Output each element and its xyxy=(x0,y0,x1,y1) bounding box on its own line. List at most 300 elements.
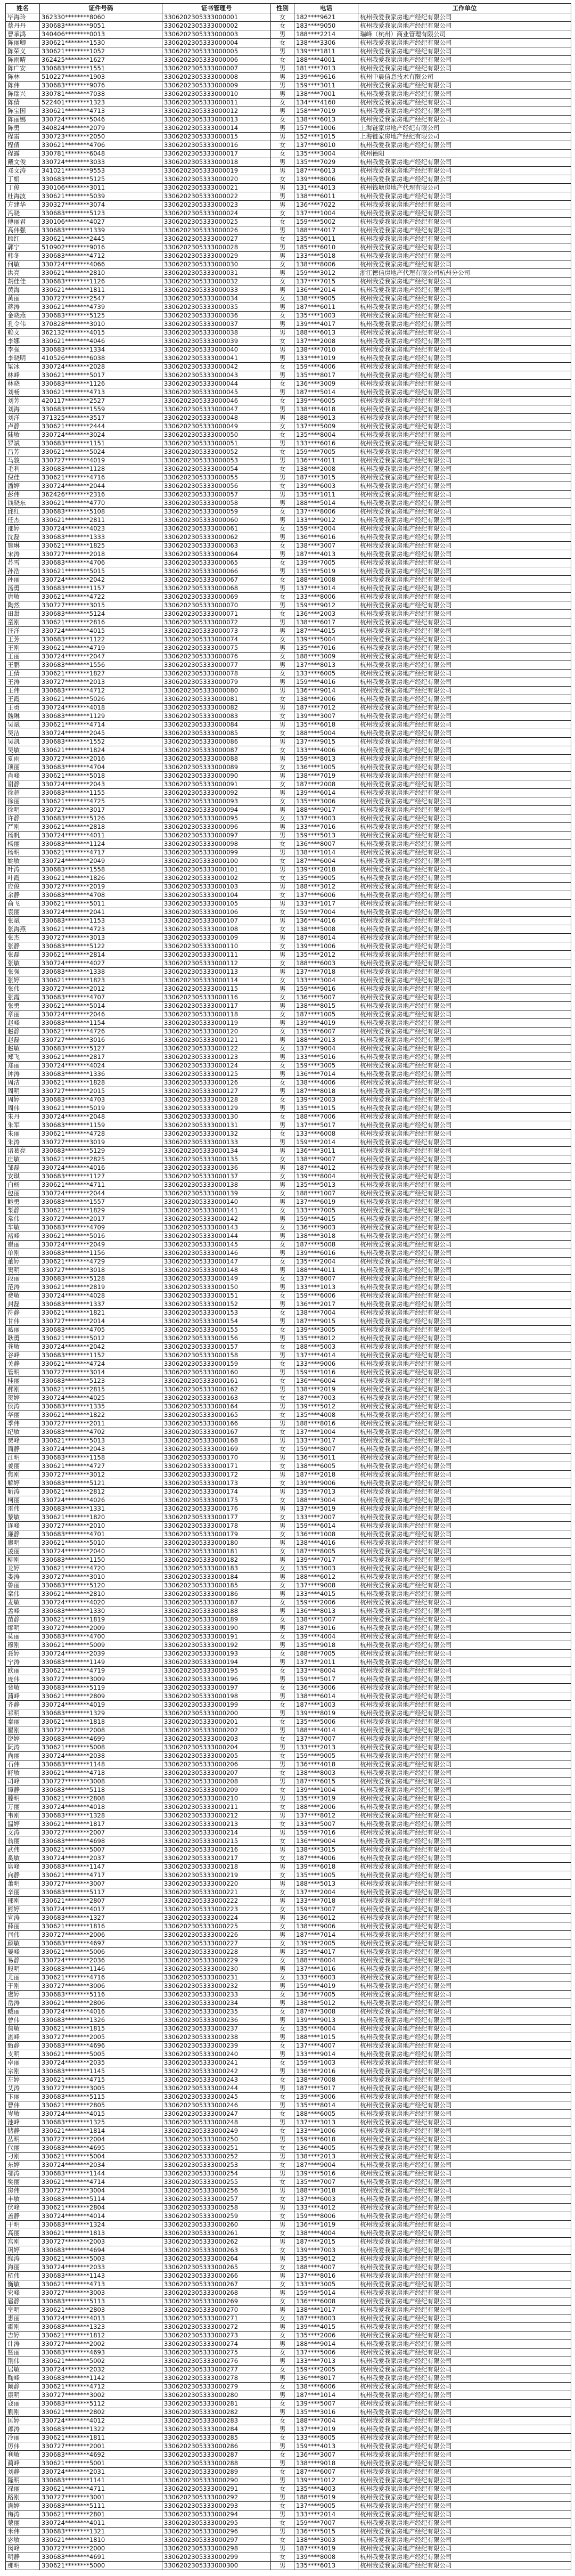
gender-cell: 女 xyxy=(271,1905,294,1914)
employer-cell: 杭州我爱我家房地产经纪有限公司 xyxy=(358,2161,571,2170)
phone-cell: 137****4007 xyxy=(294,2042,358,2050)
name-cell: 吴洁 xyxy=(6,729,40,738)
certificate-number-cell: 3306202305333000263 xyxy=(162,2246,271,2255)
certificate-number-cell: 3306202305333000184 xyxy=(162,1573,271,1582)
name-cell: 海丽 xyxy=(6,2263,40,2272)
employer-cell: 杭州我爱我家房地产经纪有限公司 xyxy=(358,1547,571,1556)
table-row xyxy=(6,1241,571,1249)
phone-cell: 159****2006 xyxy=(294,1599,358,1607)
gender-cell: 女 xyxy=(271,2519,294,2528)
certificate-number-cell: 3306202305333000036 xyxy=(162,312,271,320)
certificate-number-cell: 3306202305333000093 xyxy=(162,797,271,806)
name-cell: 聂婷 xyxy=(6,1650,40,1658)
certificate-number-cell: 3306202305333000229 xyxy=(162,1957,271,1965)
id-number-cell: 340406********0013 xyxy=(40,30,162,39)
table-row xyxy=(6,2221,571,2229)
employer-cell: 杭州我爱我家房地产经纪有限公司 xyxy=(358,141,571,150)
name-cell: 米伟 xyxy=(6,2528,40,2536)
employer-cell: 杭州我爱我家房地产经纪有限公司 xyxy=(358,1530,571,1539)
id-number-cell: 330683********4707 xyxy=(40,993,162,1002)
id-number-cell: 330724********4024 xyxy=(40,1062,162,1070)
name-cell: 安琪 xyxy=(6,1172,40,1181)
gender-cell: 女 xyxy=(271,1113,294,1121)
phone-cell: 159****6006 xyxy=(294,1292,358,1300)
table-row xyxy=(6,73,571,81)
employer-cell: 杭州我爱我家房地产经纪有限公司 xyxy=(358,1590,571,1599)
employer-cell: 杭州我爱我家房地产经纪有限公司 xyxy=(358,2323,571,2332)
gender-cell: 男 xyxy=(271,1104,294,1113)
id-number-cell: 330683********5129 xyxy=(40,1147,162,1155)
id-number-cell: 330727********3009 xyxy=(40,1675,162,1684)
table-row xyxy=(6,1207,571,1215)
table-row xyxy=(6,175,571,184)
header-gender: 性别 xyxy=(271,4,294,13)
gender-cell: 男 xyxy=(271,354,294,363)
certificate-number-cell: 3306202305333000168 xyxy=(162,1437,271,1445)
name-cell: 栾伟 xyxy=(6,1590,40,1599)
certificate-number-cell: 3306202305333000275 xyxy=(162,2349,271,2357)
gender-cell: 男 xyxy=(271,1138,294,1147)
gender-cell: 女 xyxy=(271,780,294,789)
employer-cell: 杭州我爱我家房地产经纪有限公司 xyxy=(358,201,571,209)
employer-cell: 杭州我爱我家房地产经纪有限公司 xyxy=(358,1360,571,1368)
employer-cell: 杭州我爱我家房地产经纪有限公司 xyxy=(358,1445,571,1454)
gender-cell: 男 xyxy=(271,2357,294,2366)
phone-cell: 135****1005 xyxy=(294,1871,358,1880)
table-row xyxy=(6,610,571,618)
name-cell: 居敏 xyxy=(6,2366,40,2374)
phone-cell: 187****6013 xyxy=(294,167,358,175)
gender-cell: 男 xyxy=(271,789,294,797)
name-cell: 连峰 xyxy=(6,1522,40,1530)
gender-cell: 女 xyxy=(271,1599,294,1607)
gender-cell: 男 xyxy=(271,644,294,653)
id-number-cell: 330683********5113 xyxy=(40,2297,162,2306)
employer-cell: 杭州我爱我家房地产经纪有限公司 xyxy=(358,346,571,354)
certificate-number-cell: 3306202305333000092 xyxy=(162,789,271,797)
id-number-cell: 330724********2036 xyxy=(40,1957,162,1965)
table-row xyxy=(6,1028,571,1036)
gender-cell: 女 xyxy=(271,1207,294,1215)
table-row xyxy=(6,2562,571,2570)
name-cell: 卢静 xyxy=(6,422,40,431)
certificate-number-cell: 3306202305333000271 xyxy=(162,2314,271,2323)
id-number-cell: 330621********5017 xyxy=(40,371,162,380)
table-row xyxy=(6,2374,571,2383)
name-cell: 洪亮 xyxy=(6,269,40,278)
certificate-number-cell: 3306202305333000114 xyxy=(162,976,271,985)
certificate-number-cell: 3306202305333000187 xyxy=(162,1599,271,1607)
roster-table xyxy=(5,3,571,2570)
phone-cell: 138****4006 xyxy=(294,1079,358,1087)
gender-cell: 男 xyxy=(271,2289,294,2297)
employer-cell: 杭州我爱我家房地产经纪有限公司 xyxy=(358,2110,571,2118)
certificate-number-cell: 3306202305333000045 xyxy=(162,388,271,397)
name-cell: 顾红 xyxy=(6,235,40,243)
phone-cell: 135****3019 xyxy=(294,1795,358,1803)
id-number-cell: 330683********4696 xyxy=(40,2042,162,2050)
name-cell: 何敏 xyxy=(6,260,40,269)
gender-cell: 女 xyxy=(271,1258,294,1266)
employer-cell: 杭州我爱我家房地产经纪有限公司 xyxy=(358,2408,571,2417)
name-cell: 鲍勇 xyxy=(6,1198,40,1207)
name-cell: 詹敏 xyxy=(6,2025,40,2033)
name-cell: 武伟 xyxy=(6,1846,40,1854)
employer-cell: 杭州我爱我家房地产经纪有限公司 xyxy=(358,942,571,951)
employer-cell: 杭州我爱我家房地产经纪有限公司 xyxy=(358,448,571,456)
certificate-number-cell: 3306202305333000088 xyxy=(162,755,271,763)
name-cell: 朱军 xyxy=(6,1121,40,1130)
name-cell: 吴斌 xyxy=(6,721,40,729)
table-row xyxy=(6,1914,571,1922)
employer-cell: 杭州我爱我家房地产经纪有限公司 xyxy=(358,209,571,218)
certificate-number-cell: 3306202305333000191 xyxy=(162,1633,271,1641)
id-number-cell: 330621********2815 xyxy=(40,1385,162,1394)
header-name: 姓名 xyxy=(6,4,40,13)
certificate-number-cell: 3306202305333000063 xyxy=(162,542,271,550)
id-number-cell: 330621********2825 xyxy=(40,1155,162,1164)
name-cell: 张磊 xyxy=(6,951,40,959)
name-cell: 车敏 xyxy=(6,1224,40,1232)
certificate-number-cell: 3306202305333000034 xyxy=(162,295,271,303)
phone-cell: 188****5014 xyxy=(294,499,358,508)
employer-cell: 杭州我爱我家房地产经纪有限公司 xyxy=(358,610,571,618)
certificate-number-cell: 3306202305333000125 xyxy=(162,1070,271,1079)
name-cell: 宣涛 xyxy=(6,1914,40,1922)
phone-cell: 136****4018 xyxy=(294,1760,358,1769)
name-cell: 段丽 xyxy=(6,1275,40,1283)
phone-cell: 133****6008 xyxy=(294,1130,358,1138)
phone-cell: 136****3006 xyxy=(294,1684,358,1692)
table-row xyxy=(6,431,571,439)
employer-cell: 杭州我爱我家房地产经纪有限公司 xyxy=(358,874,571,883)
gender-cell: 男 xyxy=(271,2459,294,2468)
table-row xyxy=(6,47,571,56)
gender-cell: 男 xyxy=(271,1087,294,1096)
id-number-cell: 330683********4700 xyxy=(40,1633,162,1641)
certificate-number-cell: 3306202305333000201 xyxy=(162,1718,271,1726)
employer-cell: 杭州我爱我家房地产经纪有限公司 xyxy=(358,2067,571,2076)
name-cell: 黄丽 xyxy=(6,295,40,303)
name-cell: 严刚 xyxy=(6,823,40,832)
table-row xyxy=(6,857,571,866)
table-row xyxy=(6,2323,571,2332)
employer-cell: 杭州我爱我家房地产经纪有限公司 xyxy=(358,917,571,925)
certificate-number-cell: 3306202305333000146 xyxy=(162,1249,271,1258)
phone-cell: 135****7029 xyxy=(294,158,358,167)
name-cell: 文涛 xyxy=(6,1829,40,1837)
name-cell: 湛峰 xyxy=(6,2033,40,2042)
gender-cell: 女 xyxy=(271,610,294,618)
employer-cell: 杭州我爱我家房地产经纪有限公司 xyxy=(358,823,571,832)
phone-cell: 133****9006 xyxy=(294,1360,358,1368)
id-number-cell: 330683********1145 xyxy=(40,2067,162,2076)
phone-cell: 139****3007 xyxy=(294,712,358,721)
employer-cell: 杭州我爱我家房地产经纪有限公司 xyxy=(358,2459,571,2468)
certificate-number-cell: 3306202305333000190 xyxy=(162,1624,271,1633)
certificate-number-cell: 3306202305333000044 xyxy=(162,380,271,388)
employer-cell: 杭州我爱我家房地产经纪有限公司 xyxy=(358,422,571,431)
phone-cell: 135****3003 xyxy=(294,1564,358,1573)
phone-cell: 187****2015 xyxy=(294,2238,358,2246)
id-number-cell: 330621********2814 xyxy=(40,951,162,959)
gender-cell: 男 xyxy=(271,184,294,192)
table-row xyxy=(6,1454,571,1462)
table-row xyxy=(6,1641,571,1650)
gender-cell: 男 xyxy=(271,550,294,559)
gender-cell: 男 xyxy=(271,627,294,635)
employer-cell: 杭州我爱我家房地产经纪有限公司 xyxy=(358,1087,571,1096)
id-number-cell: 330621********2818 xyxy=(40,823,162,832)
phone-cell: 135****2006 xyxy=(294,2332,358,2340)
certificate-number-cell: 3306202305333000185 xyxy=(162,1582,271,1590)
gender-cell: 女 xyxy=(271,2076,294,2084)
employer-cell: 杭州我爱我家房地产经纪有限公司 xyxy=(358,2016,571,2025)
table-row xyxy=(6,1573,571,1582)
phone-cell: 185****6010 xyxy=(294,243,358,252)
employer-cell: 杭州我爱我家房地产经纪有限公司 xyxy=(358,2050,571,2059)
certificate-number-cell: 3306202305333000193 xyxy=(162,1650,271,1658)
id-number-cell: 330724********4019 xyxy=(40,1701,162,1709)
phone-cell: 188****4017 xyxy=(294,226,358,235)
certificate-number-cell: 3306202305333000244 xyxy=(162,2084,271,2093)
phone-cell: 136****5015 xyxy=(294,2528,358,2536)
table-row xyxy=(6,883,571,891)
name-cell: 季伟 xyxy=(6,1420,40,1428)
name-cell: 朱丹 xyxy=(6,1113,40,1121)
gender-cell: 女 xyxy=(271,99,294,107)
employer-cell: 杭州我爱我家房地产经纪有限公司 xyxy=(358,2093,571,2101)
id-number-cell: 330621********2810 xyxy=(40,269,162,278)
phone-cell: 188****3009 xyxy=(294,653,358,661)
gender-cell: 女 xyxy=(271,1326,294,1334)
table-row xyxy=(6,2076,571,2084)
table-row xyxy=(6,184,571,192)
id-number-cell: 330724********2044 xyxy=(40,482,162,491)
name-cell: 闵峰 xyxy=(6,2545,40,2553)
phone-cell: 138****4016 xyxy=(294,1539,358,1547)
phone-cell: 159****3012 xyxy=(294,269,358,278)
certificate-number-cell: 3306202305333000235 xyxy=(162,2008,271,2016)
certificate-number-cell: 3306202305333000115 xyxy=(162,985,271,993)
certificate-number-cell: 3306202305333000023 xyxy=(162,201,271,209)
employer-cell: 杭州我爱我家房地产经纪有限公司 xyxy=(358,593,571,601)
table-row xyxy=(6,1795,571,1803)
phone-cell: 187****3015 xyxy=(294,474,358,482)
table-row xyxy=(6,13,571,22)
table-row xyxy=(6,2263,571,2272)
phone-cell: 187****7012 xyxy=(294,704,358,712)
phone-cell: 188****9014 xyxy=(294,2340,358,2349)
phone-cell: 135****9012 xyxy=(294,2255,358,2263)
phone-cell: 159****1003 xyxy=(294,2059,358,2067)
table-row xyxy=(6,2349,571,2357)
employer-cell: 杭州我爱我家房地产经纪有限公司 xyxy=(358,354,571,363)
name-cell: 娄涛 xyxy=(6,1573,40,1582)
certificate-number-cell: 3306202305333000248 xyxy=(162,2118,271,2127)
gender-cell: 男 xyxy=(271,1334,294,1343)
certificate-number-cell: 3306202305333000159 xyxy=(162,1360,271,1368)
employer-cell: 杭州我爱我家房地产经纪有限公司 xyxy=(358,2238,571,2246)
table-row xyxy=(6,849,571,857)
id-number-cell: 330621********2817 xyxy=(40,1053,162,1062)
employer-cell: 杭州我爱我家房地产经纪有限公司 xyxy=(358,2502,571,2510)
id-number-cell: 330724********4012 xyxy=(40,2417,162,2425)
table-row xyxy=(6,2093,571,2101)
gender-cell: 男 xyxy=(271,1931,294,1939)
employer-cell: 杭州我爱我家房地产经纪有限公司 xyxy=(358,1104,571,1113)
phone-cell: 133****9012 xyxy=(294,516,358,525)
id-number-cell: 330621********5013 xyxy=(40,1437,162,1445)
certificate-number-cell: 3306202305333000137 xyxy=(162,1172,271,1181)
table-row xyxy=(6,1522,571,1530)
table-row xyxy=(6,840,571,849)
gender-cell: 女 xyxy=(271,141,294,150)
gender-cell: 男 xyxy=(271,2391,294,2400)
gender-cell: 女 xyxy=(271,1616,294,1624)
certificate-number-cell: 3306202305333000064 xyxy=(162,550,271,559)
certificate-number-cell: 3306202305333000050 xyxy=(162,431,271,439)
employer-cell: 杭州我爱我家房地产经纪有限公司 xyxy=(358,1207,571,1215)
phone-cell: 139****2005 xyxy=(294,1939,358,1948)
phone-cell: 188****5013 xyxy=(294,1880,358,1888)
gender-cell: 男 xyxy=(271,226,294,235)
employer-cell: 杭州我爱我家房地产经纪有限公司 xyxy=(358,1760,571,1769)
name-cell: 魏琳 xyxy=(6,712,40,721)
id-number-cell: 362425********1627 xyxy=(40,56,162,64)
table-row xyxy=(6,2442,571,2451)
table-row xyxy=(6,1215,571,1224)
name-cell: 廉静 xyxy=(6,1530,40,1539)
certificate-number-cell: 3306202305333000089 xyxy=(162,763,271,772)
certificate-number-cell: 3306202305333000293 xyxy=(162,2502,271,2510)
name-cell: 卓丽 xyxy=(6,2059,40,2067)
employer-cell: 杭州我爱我家房地产经纪有限公司 xyxy=(358,976,571,985)
gender-cell: 女 xyxy=(271,1462,294,1471)
certificate-number-cell: 3306202305333000258 xyxy=(162,2204,271,2212)
employer-cell: 杭州我爱我家房地产经纪有限公司 xyxy=(358,1931,571,1939)
table-row xyxy=(6,1471,571,1479)
phone-cell: 133****3005 xyxy=(294,2280,358,2289)
id-number-cell: 330727********2008 xyxy=(40,1726,162,1735)
table-row xyxy=(6,1735,571,1743)
employer-cell: 杭州我爱我家房地产经纪有限公司 xyxy=(358,2272,571,2280)
employer-cell: 杭州我爱我家房地产经纪有限公司 xyxy=(358,1300,571,1309)
employer-cell: 杭州我爱我家房地产经纪有限公司 xyxy=(358,508,571,516)
id-number-cell: 330621********1811 xyxy=(40,286,162,295)
id-number-cell: 330683********5116 xyxy=(40,1991,162,1999)
phone-cell: 139****5004 xyxy=(294,635,358,644)
id-number-cell: 330683********1558 xyxy=(40,866,162,874)
gender-cell: 男 xyxy=(271,1198,294,1207)
employer-cell: 杭州我爱我家房地产经纪有限公司 xyxy=(358,1778,571,1786)
employer-cell: 杭州我爱我家房地产经纪有限公司 xyxy=(358,627,571,635)
employer-cell: 杭州我爱我家房地产经纪有限公司 xyxy=(358,1275,571,1283)
id-number-cell: 330621********4718 xyxy=(40,1769,162,1778)
gender-cell: 女 xyxy=(271,175,294,184)
gender-cell: 男 xyxy=(271,73,294,81)
certificate-number-cell: 3306202305333000073 xyxy=(162,627,271,635)
phone-cell: 133****1013 xyxy=(294,1283,358,1292)
employer-cell: 杭州我爱我家房地产经纪有限公司 xyxy=(358,1854,571,1863)
name-cell: 李娜 xyxy=(6,337,40,346)
employer-cell: 杭州我爱我家房地产经纪有限公司 xyxy=(358,857,571,866)
table-row xyxy=(6,337,571,346)
table-row xyxy=(6,1079,571,1087)
id-number-cell: 330724********2046 xyxy=(40,1010,162,1019)
id-number-cell: 330621********1817 xyxy=(40,1820,162,1829)
employer-cell: 杭州我爱我家房地产经纪有限公司 xyxy=(358,1573,571,1582)
certificate-number-cell: 3306202305333000260 xyxy=(162,2221,271,2229)
name-cell: 曹伟 xyxy=(6,2101,40,2110)
id-number-cell: 330683********1147 xyxy=(40,1863,162,1871)
id-number-cell: 330683********4692 xyxy=(40,2451,162,2459)
phone-cell: 188****3018 xyxy=(294,2187,358,2195)
employer-cell: 上海链家房地产经纪有限公司 xyxy=(358,133,571,141)
employer-cell: 杭州我爱我家房地产经纪有限公司 xyxy=(358,1454,571,1462)
gender-cell: 女 xyxy=(271,1974,294,1982)
phone-cell: 139****7017 xyxy=(294,1556,358,1564)
gender-cell: 男 xyxy=(271,346,294,354)
table-row xyxy=(6,1769,571,1778)
employer-cell: 杭州我爱我家房地产经纪有限公司 xyxy=(358,1462,571,1471)
phone-cell: 138****7010 xyxy=(294,346,358,354)
employer-cell: 杭州我爱我家房地产经纪有限公司 xyxy=(358,704,571,712)
employer-cell: 杭州我爱我家房地产经纪有限公司 xyxy=(358,1982,571,1991)
gender-cell: 女 xyxy=(271,763,294,772)
certificate-number-cell: 3306202305333000101 xyxy=(162,866,271,874)
employer-cell: 杭州我爱我家房地产经纪有限公司 xyxy=(358,993,571,1002)
phone-cell: 187****1014 xyxy=(294,2391,358,2400)
id-number-cell: 330727********2002 xyxy=(40,2340,162,2349)
phone-cell: 139****1012 xyxy=(294,2476,358,2485)
phone-cell: 159****7004 xyxy=(294,908,358,917)
phone-cell: 137****4014 xyxy=(294,1351,358,1360)
phone-cell: 187****2018 xyxy=(294,1471,358,1479)
employer-cell: 杭州我爱我家房地产经纪有限公司 xyxy=(358,1113,571,1121)
id-number-cell: 330683********1155 xyxy=(40,789,162,797)
certificate-number-cell: 3306202305333000039 xyxy=(162,337,271,346)
name-cell: 丰敏 xyxy=(6,2195,40,2204)
name-cell: 周婷 xyxy=(6,1096,40,1104)
gender-cell: 女 xyxy=(271,2161,294,2170)
table-row xyxy=(6,243,571,252)
table-row xyxy=(6,1181,571,1189)
employer-cell: 杭州我爱我家房地产经纪有限公司 xyxy=(358,525,571,533)
phone-cell: 188****7004 xyxy=(294,2417,358,2425)
id-number-cell: 330621********5001 xyxy=(40,2459,162,2468)
gender-cell: 女 xyxy=(271,1939,294,1948)
phone-cell: 137****9015 xyxy=(294,738,358,746)
certificate-number-cell: 3306202305333000249 xyxy=(162,2127,271,2135)
name-cell: 章丽 xyxy=(6,1010,40,1019)
table-row xyxy=(6,1164,571,1172)
table-row xyxy=(6,2127,571,2135)
employer-cell: 杭州我爱我家房地产经纪有限公司 xyxy=(358,1905,571,1914)
employer-cell: 杭州我爱我家房地产经纪有限公司 xyxy=(358,2528,571,2536)
gender-cell: 女 xyxy=(271,2314,294,2323)
certificate-number-cell: 3306202305333000206 xyxy=(162,1760,271,1769)
id-number-cell: 330683********1322 xyxy=(40,2425,162,2434)
header-id-number: 证件号码 xyxy=(40,4,162,13)
certificate-number-cell: 3306202305333000007 xyxy=(162,64,271,73)
certificate-number-cell: 3306202305333000131 xyxy=(162,1121,271,1130)
gender-cell: 男 xyxy=(271,618,294,627)
certificate-number-cell: 3306202305333000195 xyxy=(162,1667,271,1675)
table-row xyxy=(6,2485,571,2493)
phone-cell: 188****1008 xyxy=(294,576,358,584)
id-number-cell: 330683********1339 xyxy=(40,226,162,235)
